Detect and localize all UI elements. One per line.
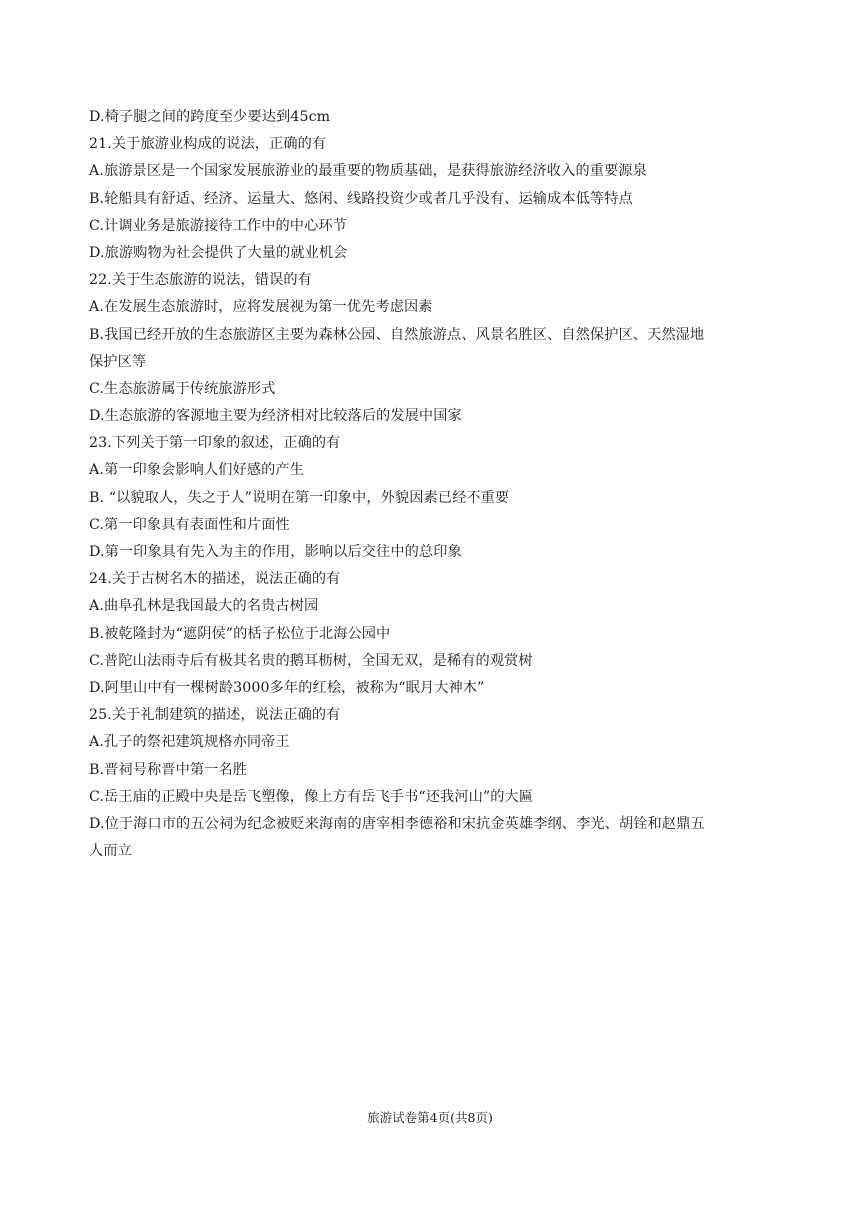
option-line: B.轮船具有舒适、经济、运量大、悠闲、线路投资少或者几乎没有、运输成本低等特点 bbox=[89, 190, 633, 207]
option-line: A.第一印象会影响人们好感的产生 bbox=[89, 462, 304, 479]
page-footer: 旅游试卷第4页(共8页) bbox=[367, 1110, 493, 1125]
option-line: D.生态旅游的客源地主要为经济相对比较落后的发展中国家 bbox=[89, 408, 462, 425]
option-line-continuation: 人而立 bbox=[89, 843, 132, 860]
option-line: C.岳王庙的正殿中央是岳飞塑像，像上方有岳飞手书“还我河山”的大匾 bbox=[89, 788, 534, 805]
option-line: B.晋祠号称晋中第一名胜 bbox=[89, 761, 248, 778]
option-line: D.椅子腿之间的跨度至少要达到45cm bbox=[89, 109, 331, 125]
option-line: C.生态旅游属于传统旅游形式 bbox=[89, 380, 276, 397]
question-stem: 24.关于古树名木的描述，说法正确的有 bbox=[89, 571, 341, 588]
question-stem: 22.关于生态旅游的说法，错误的有 bbox=[89, 272, 312, 289]
option-line-continuation: 保护区等 bbox=[89, 353, 147, 370]
option-line: A.曲阜孔林是我国最大的名贵古树园 bbox=[89, 598, 319, 615]
option-line: D.第一印象具有先入为主的作用，影响以后交往中的总印象 bbox=[89, 544, 462, 560]
option-line: B. “以貌取人，失之于人”说明在第一印象中，外貌因素已经不重要 bbox=[89, 489, 510, 506]
question-stem: 21.关于旅游业构成的说法，正确的有 bbox=[89, 136, 327, 153]
option-line: C.普陀山法雨寺后有极其名贵的鹅耳枥树，全国无双，是稀有的观赏树 bbox=[89, 652, 533, 669]
question-stem: 23.下列关于第一印象的叙述，正确的有 bbox=[89, 435, 341, 452]
option-line: D.位于海口市的五公祠为纪念被贬来海南的唐宰相李德裕和宋抗金英雄李纲、李光、胡铨和赵鼎五 bbox=[89, 815, 705, 832]
option-line: B.我国已经开放的生态旅游区主要为森林公园、自然旅游点、风景名胜区、自然保护区、天然湿地 bbox=[89, 326, 705, 343]
option-line: D.旅游购物为社会提供了大量的就业机会 bbox=[89, 244, 348, 261]
option-line: A.在发展生态旅游时，应将发展视为第一优先考虑因素 bbox=[89, 299, 433, 316]
option-line: B.被乾隆封为“遮阴侯”的栝子松位于北海公园中 bbox=[89, 625, 391, 642]
question-content bbox=[89, 104, 779, 865]
option-line: D.阿里山中有一棵树龄3000多年的红桧，被称为“眠月大神木” bbox=[89, 679, 485, 696]
option-line: A.孔子的祭祀建筑规格亦同帝王 bbox=[89, 734, 290, 751]
option-line: A.旅游景区是一个国家发展旅游业的最重要的物质基础，是获得旅游经济收入的重要源泉 bbox=[89, 163, 647, 180]
option-line: C.第一印象具有表面性和片面性 bbox=[89, 516, 290, 533]
question-stem: 25.关于礼制建筑的描述，说法正确的有 bbox=[89, 707, 341, 724]
option-line: C.计调业务是旅游接待工作中的中心环节 bbox=[89, 217, 347, 234]
